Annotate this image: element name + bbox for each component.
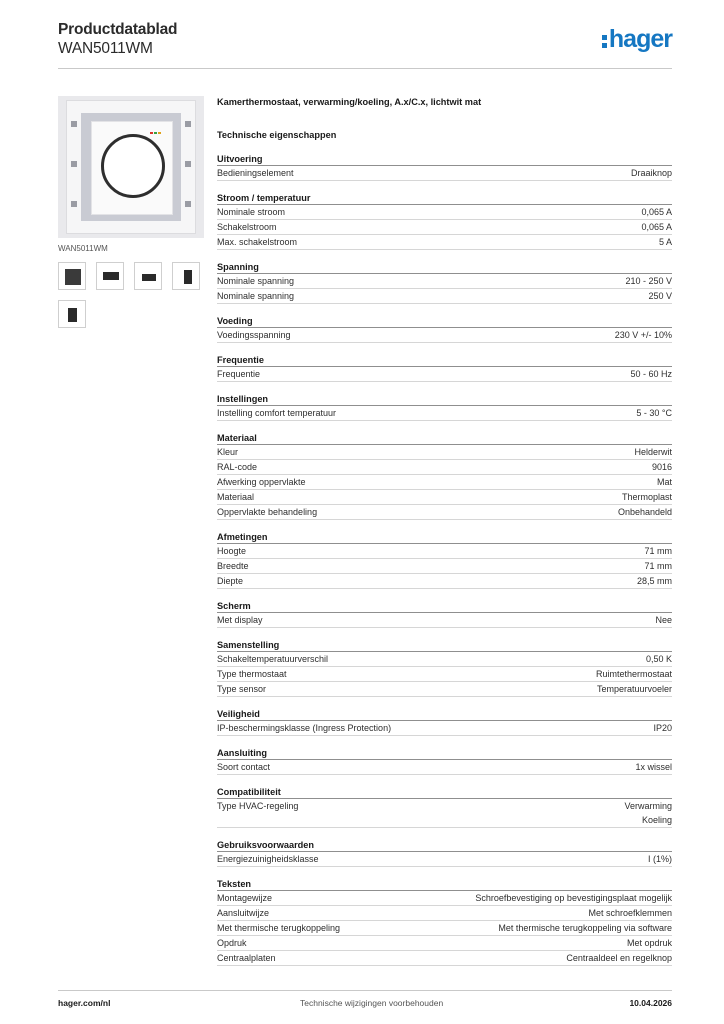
spec-value xyxy=(631,166,672,180)
spec-value-line: Draaiknop xyxy=(630,168,672,178)
spec-value xyxy=(636,406,672,420)
spec-value-line: IP20 xyxy=(653,723,672,733)
product-specifications xyxy=(217,96,672,977)
spec-value-line: 5 A xyxy=(658,237,672,247)
spec-label: Kleur xyxy=(217,447,239,457)
spec-label: Afwerking oppervlakte xyxy=(217,477,306,487)
spec-section xyxy=(217,600,672,628)
spec-value xyxy=(630,367,672,381)
product-photo[interactable] xyxy=(58,96,204,238)
section-title: Gebruiksvoorwaarden xyxy=(217,839,672,852)
spec-row xyxy=(217,328,672,343)
spec-label: Schakelstroom xyxy=(217,222,277,232)
spec-row xyxy=(217,460,672,475)
spec-label: Oppervlakte behandeling xyxy=(217,507,318,517)
spec-value-line: 5 - 30 °C xyxy=(636,408,672,418)
product-code: WAN5011WM xyxy=(58,40,153,57)
spec-value xyxy=(635,760,672,774)
spec-row xyxy=(217,475,672,490)
spec-row xyxy=(217,852,672,867)
spec-row xyxy=(217,682,672,697)
spec-section xyxy=(217,432,672,520)
spec-value xyxy=(624,799,672,827)
spec-label: Type sensor xyxy=(217,684,267,694)
section-title: Voeding xyxy=(217,315,672,328)
thermostat-dial xyxy=(101,134,165,198)
thumbnail-side[interactable] xyxy=(134,262,162,290)
section-title: Frequentie xyxy=(217,354,672,367)
spec-label: Frequentie xyxy=(217,369,261,379)
spec-value xyxy=(655,613,672,627)
product-description: Kamerthermostaat, verwarming/koeling, A.x/C.x, lichtwit mat xyxy=(217,97,482,107)
spec-value xyxy=(615,328,672,342)
spec-value-line: 0,50 K xyxy=(645,654,672,664)
spec-row xyxy=(217,505,672,520)
screw-icon xyxy=(71,201,77,207)
spec-row xyxy=(217,721,672,736)
spec-value xyxy=(596,667,672,681)
section-title: Veiligheid xyxy=(217,708,672,721)
spec-value-line: Met thermische terugkoppeling via software xyxy=(498,923,672,933)
spec-value-line: Temperatuurvoeler xyxy=(596,684,672,694)
spec-section xyxy=(217,839,672,867)
spec-value xyxy=(566,951,672,965)
spec-value xyxy=(652,460,672,474)
spec-row xyxy=(217,544,672,559)
spec-row xyxy=(217,891,672,906)
spec-value xyxy=(648,289,672,303)
spec-label: Nominale stroom xyxy=(217,207,286,217)
section-title: Compatibiliteit xyxy=(217,786,672,799)
spec-value-line: Onbehandeld xyxy=(617,507,672,517)
thumbnail-angle[interactable] xyxy=(172,262,200,290)
spec-value xyxy=(622,490,672,504)
spec-sections xyxy=(217,153,672,966)
spec-value-line: 230 V +/- 10% xyxy=(614,330,672,340)
spec-value xyxy=(637,574,672,588)
spec-label: Breedte xyxy=(217,561,249,571)
section-title: Uitvoering xyxy=(217,153,672,166)
section-title: Instellingen xyxy=(217,393,672,406)
spec-label: Max. schakelstroom xyxy=(217,237,298,247)
spec-section xyxy=(217,393,672,421)
spec-value-line: 250 V xyxy=(648,291,672,301)
spec-value xyxy=(588,906,672,920)
spec-value xyxy=(657,475,672,489)
spec-label: Voedingsspanning xyxy=(217,330,291,340)
spec-value-line: Thermoplast xyxy=(621,492,672,502)
spec-section xyxy=(217,153,672,181)
footer-website-link[interactable]: hager.com/nl xyxy=(58,998,111,1008)
logo-text: hager xyxy=(608,25,672,53)
spec-row xyxy=(217,906,672,921)
section-title: Teksten xyxy=(217,878,672,891)
spec-row xyxy=(217,951,672,966)
spec-value-line: Mat xyxy=(656,477,672,487)
spec-value xyxy=(646,652,672,666)
spec-value-line: 0,065 A xyxy=(641,222,672,232)
photo-caption: WAN5011WM xyxy=(58,244,108,253)
spec-row xyxy=(217,490,672,505)
spec-value-line: Met schroefklemmen xyxy=(588,908,672,918)
footer-date: 10.04.2026 xyxy=(629,998,672,1008)
spec-label: Type thermostaat xyxy=(217,669,287,679)
spec-section xyxy=(217,878,672,966)
screw-icon xyxy=(185,201,191,207)
spec-value-line: 210 - 250 V xyxy=(625,276,672,286)
spec-label: Aansluitwijze xyxy=(217,908,270,918)
spec-label: Nominale spanning xyxy=(217,291,295,301)
spec-row xyxy=(217,220,672,235)
section-title: Scherm xyxy=(217,600,672,613)
spec-value-line: Verwarming xyxy=(624,801,672,811)
spec-section xyxy=(217,708,672,736)
spec-row xyxy=(217,445,672,460)
spec-row xyxy=(217,760,672,775)
spec-value-line: 28,5 mm xyxy=(636,576,672,586)
spec-value-line: 0,065 A xyxy=(641,207,672,217)
spec-value xyxy=(653,721,672,735)
spec-row xyxy=(217,921,672,936)
spec-value-line: Centraaldeel en regelknop xyxy=(566,953,672,963)
spec-label: Energiezuinigheidsklasse xyxy=(217,854,319,864)
spec-value xyxy=(625,274,672,288)
spec-row xyxy=(217,667,672,682)
spec-value-line: Schroefbevestiging op bevestigingsplaat mogelijk xyxy=(475,893,672,903)
spec-label: Met display xyxy=(217,615,263,625)
spec-row xyxy=(217,166,672,181)
spec-row xyxy=(217,235,672,250)
spec-row xyxy=(217,205,672,220)
spec-label: Met thermische terugkoppeling xyxy=(217,923,341,933)
spec-label: Diepte xyxy=(217,576,244,586)
spec-value-line: Koeling xyxy=(641,815,672,825)
section-title: Materiaal xyxy=(217,432,672,445)
spec-label: Nominale spanning xyxy=(217,276,295,286)
spec-value-line: Ruimtethermostaat xyxy=(595,669,672,679)
spec-section xyxy=(217,315,672,343)
spec-value-line: 9016 xyxy=(651,462,672,472)
spec-label: Materiaal xyxy=(217,492,255,502)
spec-value xyxy=(475,891,672,905)
spec-value xyxy=(644,559,672,573)
screw-icon xyxy=(185,161,191,167)
spec-row xyxy=(217,559,672,574)
spec-label: Bedieningselement xyxy=(217,168,294,178)
spec-value xyxy=(618,505,672,519)
spec-value xyxy=(627,936,672,950)
spec-row xyxy=(217,652,672,667)
spec-section xyxy=(217,354,672,382)
hager-logo xyxy=(602,26,672,52)
spec-label: Type HVAC-regeling xyxy=(217,801,299,811)
section-title: Samenstelling xyxy=(217,639,672,652)
spec-value xyxy=(641,205,672,219)
spec-row xyxy=(217,574,672,589)
logo-colon-icon xyxy=(602,35,607,48)
section-title: Afmetingen xyxy=(217,531,672,544)
spec-label: Soort contact xyxy=(217,762,271,772)
spec-value xyxy=(498,921,672,935)
spec-row xyxy=(217,936,672,951)
spec-section xyxy=(217,747,672,775)
spec-value xyxy=(644,544,672,558)
spec-label: Instelling comfort temperatuur xyxy=(217,408,337,418)
spec-label: Centraalplaten xyxy=(217,953,276,963)
header-divider xyxy=(58,68,672,69)
mounting-plate xyxy=(66,100,196,234)
spec-label: RAL-code xyxy=(217,462,258,472)
spec-value-line: Met opdruk xyxy=(626,938,672,948)
spec-value-line: I (1%) xyxy=(647,854,672,864)
spec-row xyxy=(217,367,672,382)
spec-value xyxy=(597,682,672,696)
spec-row xyxy=(217,613,672,628)
screw-icon xyxy=(185,121,191,127)
spec-value-line: 71 mm xyxy=(644,546,672,556)
cooling-indicator-icon xyxy=(158,132,161,134)
footer-divider xyxy=(58,990,672,991)
spec-row xyxy=(217,289,672,304)
document-title: Productdatablad xyxy=(58,21,178,38)
properties-title: Technische eigenschappen xyxy=(217,130,337,140)
spec-label: IP-beschermingsklasse (Ingress Protection) xyxy=(217,723,392,733)
spec-label: Schakeltemperatuurverschil xyxy=(217,654,329,664)
spec-row xyxy=(217,406,672,421)
thermostat-cover xyxy=(91,121,173,215)
spec-label: Hoogte xyxy=(217,546,247,556)
spec-value xyxy=(648,852,672,866)
thumbnail-front[interactable] xyxy=(58,262,86,290)
spec-value-line: 1x wissel xyxy=(635,762,672,772)
spec-row xyxy=(217,274,672,289)
spec-row xyxy=(217,799,672,828)
screw-icon xyxy=(71,161,77,167)
screw-icon xyxy=(71,121,77,127)
spec-section xyxy=(217,639,672,697)
spec-value xyxy=(641,220,672,234)
spec-value-line: Helderwit xyxy=(634,447,672,457)
spec-label: Montagewijze xyxy=(217,893,273,903)
spec-section xyxy=(217,786,672,828)
spec-value-line: 50 - 60 Hz xyxy=(630,369,672,379)
spec-section xyxy=(217,531,672,589)
spec-section xyxy=(217,192,672,250)
heating-indicator-icon xyxy=(150,132,153,134)
thumbnail-top[interactable] xyxy=(96,262,124,290)
footer-disclaimer: Technische wijzigingen voorbehouden xyxy=(300,998,444,1008)
spec-value-line: 71 mm xyxy=(644,561,672,571)
spec-section xyxy=(217,261,672,304)
spec-value xyxy=(659,235,672,249)
spec-label: Opdruk xyxy=(217,938,247,948)
section-title: Stroom / temperatuur xyxy=(217,192,672,205)
eco-indicator-icon xyxy=(154,132,157,134)
thumbnail-back[interactable] xyxy=(58,300,86,328)
spec-value xyxy=(634,445,672,459)
section-title: Spanning xyxy=(217,261,672,274)
spec-value-line: Nee xyxy=(655,615,672,625)
section-title: Aansluiting xyxy=(217,747,672,760)
document-header xyxy=(58,20,672,68)
